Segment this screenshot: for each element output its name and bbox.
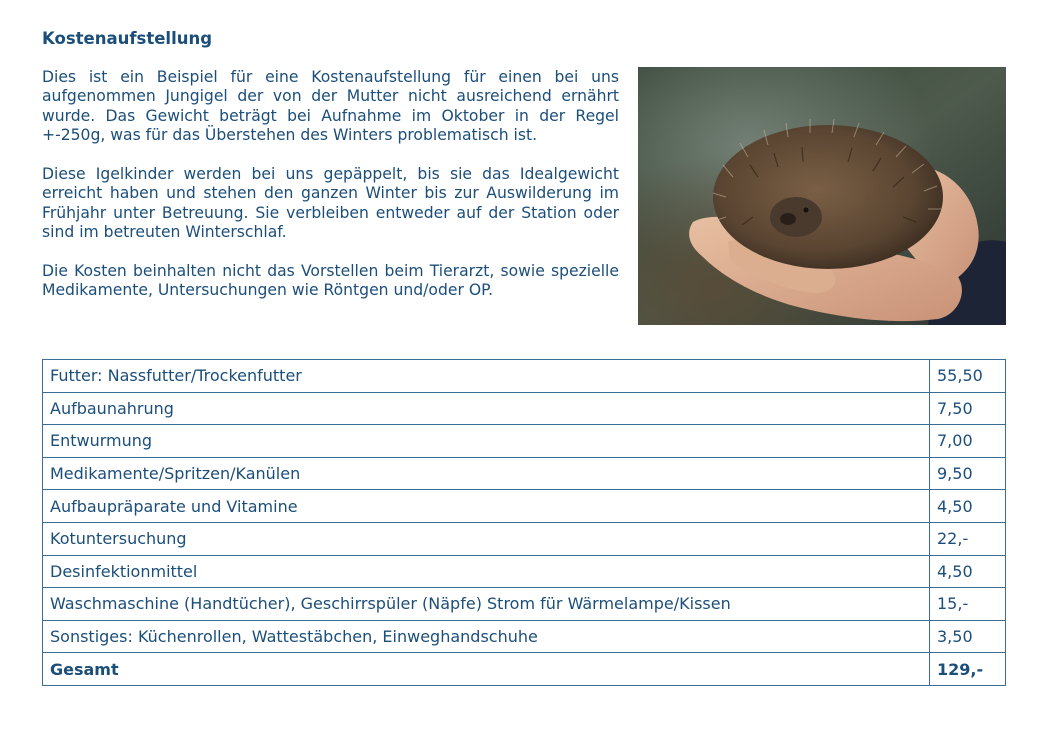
- cost-amount: 22,-: [930, 522, 1006, 555]
- cost-item: Sonstiges: Küchenrollen, Wattestäbchen, Einweghandschuhe: [43, 620, 930, 653]
- cost-amount: 7,50: [930, 392, 1006, 425]
- table-row: [43, 392, 1006, 425]
- cost-amount: 9,50: [930, 457, 1006, 490]
- cost-amount: 15,-: [930, 588, 1006, 621]
- table-row: [43, 457, 1006, 490]
- table-row: [43, 360, 1006, 393]
- cost-item: Desinfektionmittel: [43, 555, 930, 588]
- cost-item: Futter: Nassfutter/Trockenfutter: [43, 360, 930, 393]
- cost-item: Entwurmung: [43, 425, 930, 458]
- cost-item: Aufbaunahrung: [43, 392, 930, 425]
- total-label: Gesamt: [43, 653, 930, 686]
- hedgehog-photo: [638, 67, 1006, 325]
- page-title: Kostenaufstellung: [42, 29, 213, 48]
- cost-item: Waschmaschine (Handtücher), Geschirrspüler (Näpfe) Strom für Wärmelampe/Kissen: [43, 588, 930, 621]
- table-row: [43, 620, 1006, 653]
- total-amount: 129,-: [930, 653, 1006, 686]
- table-row: [43, 425, 1006, 458]
- cost-table: [42, 359, 1006, 686]
- table-row: [43, 588, 1006, 621]
- cost-amount: 4,50: [930, 490, 1006, 523]
- intro-paragraph: Die Kosten beinhalten nicht das Vorstellen beim Tierarzt, sowie spezielle Medikamente, Untersuchungen wie Röntgen und/oder OP.: [42, 262, 619, 300]
- table-row: [43, 490, 1006, 523]
- table-row: [43, 522, 1006, 555]
- table-row: [43, 555, 1006, 588]
- intro-paragraph: Diese Igelkinder werden bei uns gepäppelt, bis sie das Idealgewicht erreicht haben und stehen den ganzen Winter bis zur Auswilderung im Frühjahr unter Betreuung. Sie verbleiben entweder auf der Station oder sind im betreuten Winterschlaf.: [42, 165, 619, 242]
- intro-text: [42, 68, 619, 320]
- cost-item: Medikamente/Spritzen/Kanülen: [43, 457, 930, 490]
- total-row: [43, 653, 1006, 686]
- intro-paragraph: Dies ist ein Beispiel für eine Kostenaufstellung für einen bei uns aufgenommen Jungigel der von der Mutter nicht ausreichend ernährt wurde. Das Gewicht beträgt bei Aufnahme im Oktober in der Regel +-250g, was für das Überstehen des Winters problematisch ist.: [42, 68, 619, 145]
- cost-amount: 4,50: [930, 555, 1006, 588]
- cost-item: Aufbaupräparate und Vitamine: [43, 490, 930, 523]
- cost-amount: 7,00: [930, 425, 1006, 458]
- cost-amount: 3,50: [930, 620, 1006, 653]
- cost-amount: 55,50: [930, 360, 1006, 393]
- cost-item: Kotuntersuchung: [43, 522, 930, 555]
